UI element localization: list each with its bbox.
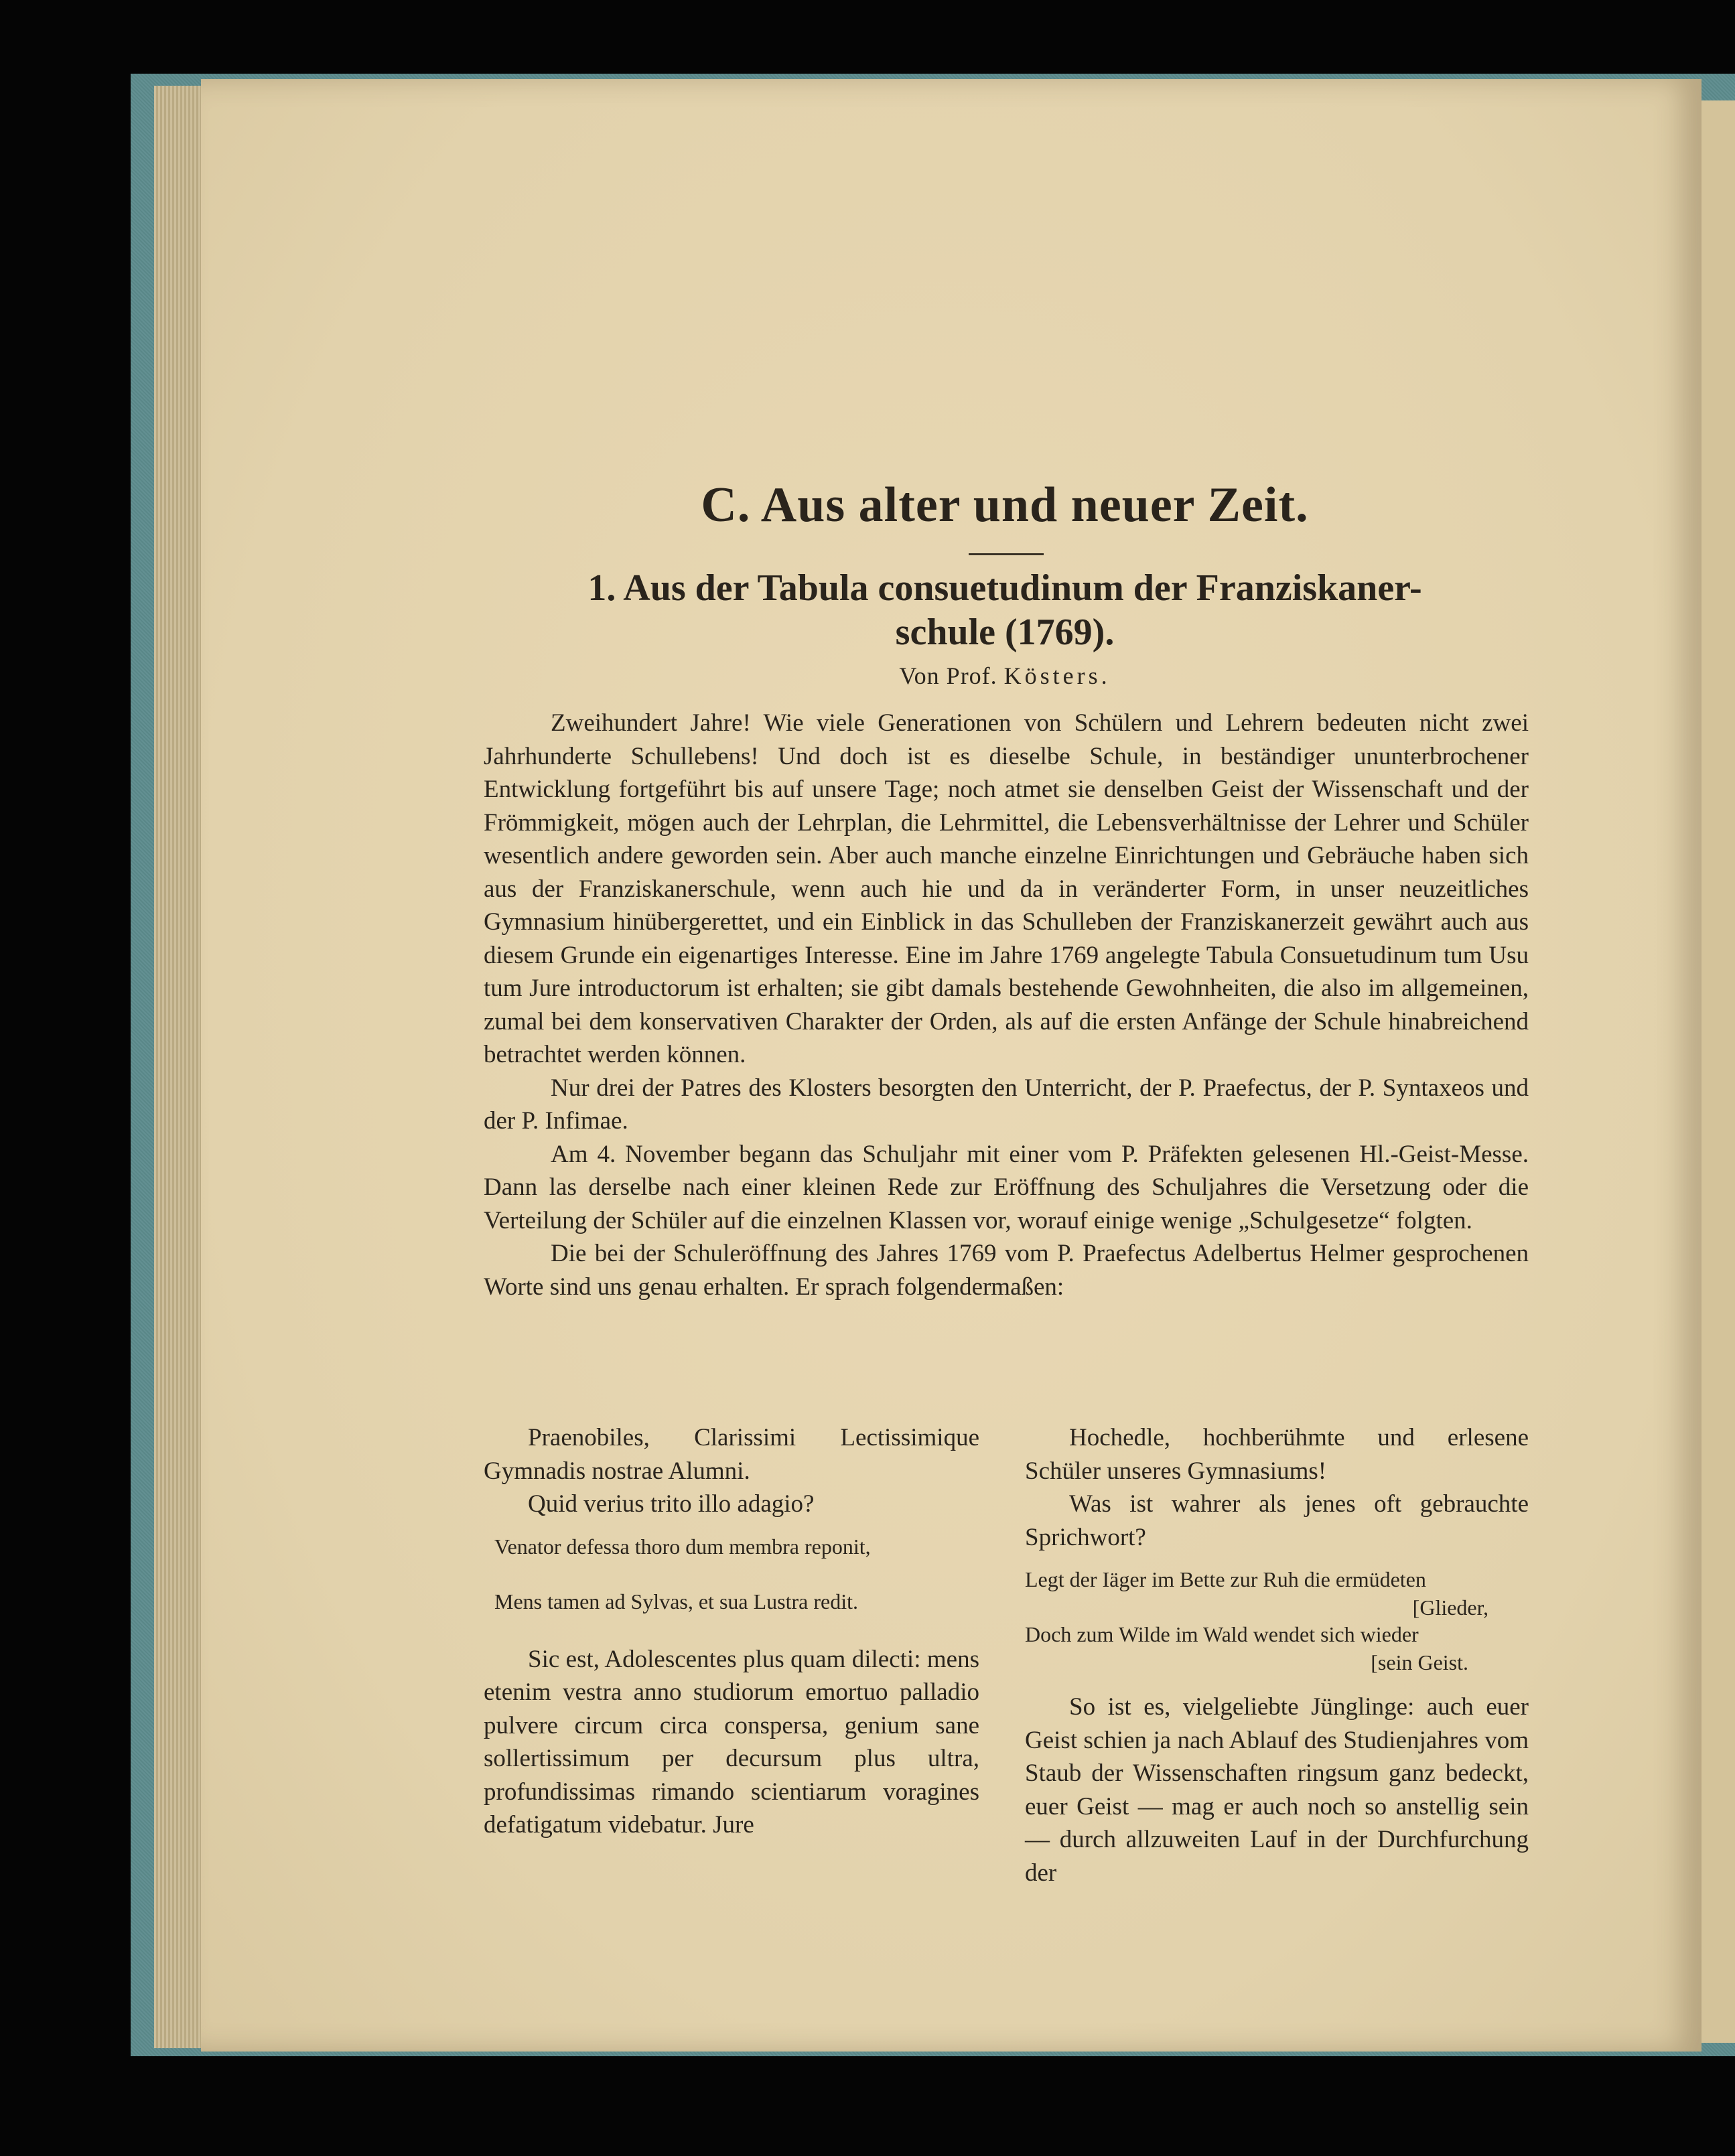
paragraph-3: Am 4. November begann das Schuljahr mit einer vom P. Präfekten gelesenen Hl.-Geist-Messe. Dann las derselbe nach einer kleinen Rede zur Eröffnung des Schuljahres die Versetzung oder die Verteilung der Schüler auf die einzelnen Klassen vor, worauf einige wenige „Schulgesetze“ folgten. — [484, 1140, 1529, 1234]
author-prefix: Von Prof. — [899, 662, 997, 689]
german-verse-line-2: Doch zum Wilde im Wald wendet sich wieder — [1025, 1622, 1419, 1646]
section-title: C. Aus alter und neuer Zeit. — [701, 478, 1309, 532]
german-question: Was ist wahrer als jenes oft gebrauchte Sprichwort? — [1025, 1490, 1529, 1551]
german-verse-line-2-cont: [sein Geist. — [1371, 1650, 1468, 1674]
latin-question: Quid verius trito illo adagio? — [528, 1490, 815, 1518]
paragraph-4: Die bei der Schuleröffnung des Jahres 1769 vom P. Praefectus Adelbertus Helmer gesprochenen Worte sind uns genau erhalten. Er sprach folgendermaßen: — [484, 1240, 1529, 1301]
paragraph-2: Nur drei der Patres des Klosters besorgten den Unterricht, der P. Praefectus, der P. Syntaxeos und der P. Infimae. — [484, 1074, 1529, 1135]
title-divider — [969, 553, 1044, 555]
paragraph-1: Zweihundert Jahre! Wie viele Generationen von Schülern und Lehrern bedeuten nicht zwei Jahrhunderte Schullebens! Und doch ist es dieselbe Schule, in beständiger ununterbrochener Entwicklung fortgeführt bis auf unsere Tage; noch atmet sie denselben Geist der Wissenschaft und der Frömmigkeit, mögen auch der Lehrplan, die Lehrmittel, die Lebensverhältnisse der Lehrer und Schüler wesentlich andere geworden sein. Aber auch manche einzelne Einrichtungen und Gebräuche haben sich aus der Franziskanerschule, wenn auch hie und da in veränderter Form, in unser neuzeitliches Gymnasium hinübergerettet, und ein Einblick in das Schulleben der Franziskanerzeit gewährt auch aus diesem Grunde ein eigenartiges Interesse. Eine im Jahre 1769 angelegte Tabula Consuetudinum tum Usu tum Jure introductorum ist erhalten; sie gibt damals bestehende Gewohnheiten, die also im allgemeinen, zumal bei dem konservativen Charakter der Orden, als auf die ersten Anfänge der Schule hinabreichend betrachtet werden können. — [484, 709, 1529, 1068]
latin-address: Praenobiles, Clarissimi Lectissimique Gymnadis nostrae Alumni. — [484, 1424, 979, 1485]
latin-verse-line-1: Venator defessa thoro dum membra reponit, — [494, 1534, 871, 1559]
german-verse — [1025, 1566, 1529, 1676]
article-title-line-1: 1. Aus der Tabula consuetudinum der Franziskaner- — [587, 567, 1422, 609]
german-verse-line-1-cont: [Glieder, — [1412, 1595, 1488, 1620]
article-title-line-2: schule (1769). — [895, 612, 1115, 653]
german-paragraph: So ist es, vielgeliebte Jünglinge: auch euer Geist schien ja nach Ablauf des Studienjahres vom Staub der Wissenschaften ringsum ganz bedeckt, euer Geist — mag er auch noch so anstellig sein — durch allzuweiten Lauf in der Durchfurchung der — [1025, 1693, 1529, 1887]
author-line — [469, 662, 1541, 690]
latin-verse — [484, 1533, 979, 1615]
german-address: Hochedle, hochberühmte und erlesene Schüler unseres Gymnasiums! — [1025, 1424, 1529, 1485]
latin-verse-line-2: Mens tamen ad Sylvas, et sua Lustra redit. — [494, 1589, 858, 1613]
latin-column — [484, 1421, 979, 1842]
body-text — [484, 707, 1529, 1303]
article-title — [469, 566, 1541, 654]
latin-paragraph: Sic est, Adolescentes plus quam dilecti: mens etenim vestra anno studiorum emortuo palladio pulvere circum circa conspersa, genium sane sollertissimum per decursum plus ultra, profundissimas rimando scientiarum voragines defatigatum videbatur. Jure — [484, 1645, 979, 1839]
german-verse-line-1: Legt der Iäger im Bette zur Ruh die ermüdeten — [1025, 1567, 1426, 1591]
german-column — [1025, 1421, 1529, 1889]
author-name: Kösters. — [1003, 662, 1111, 689]
